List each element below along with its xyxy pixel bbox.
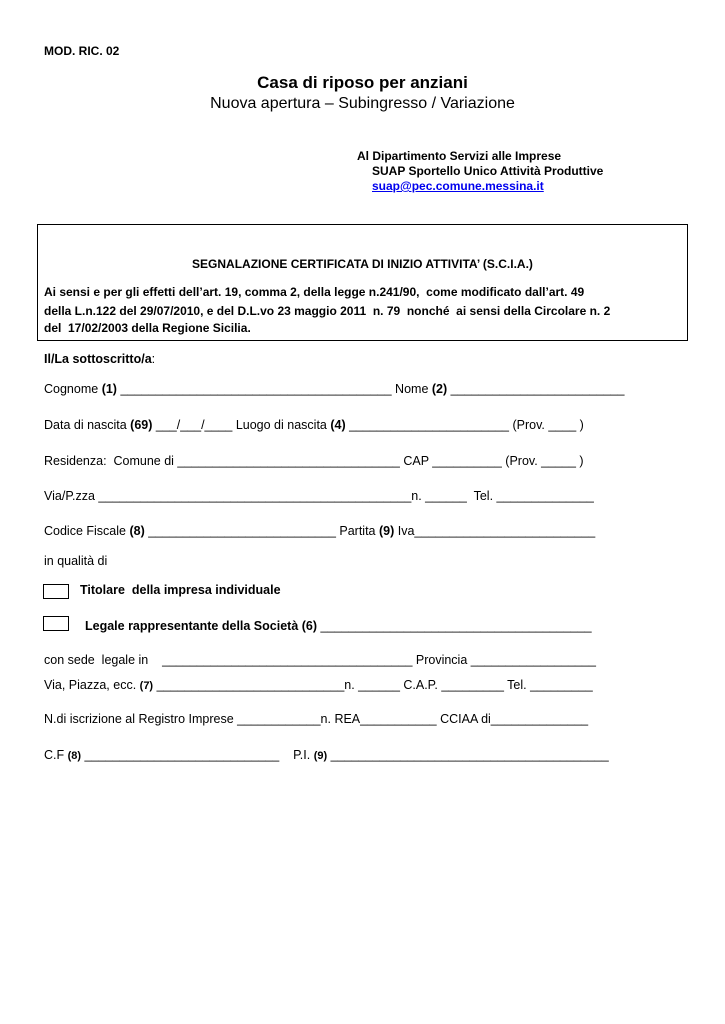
cf-ref: (8) (129, 524, 145, 538)
iscrizione-row[interactable]: N.di iscrizione al Registro Imprese ____________n. REA___________ CCIAA di______________ (44, 712, 589, 726)
notice-line-1: Ai sensi e per gli effetti dell’art. 19, comma 2, della legge n.241/90, come modificato dall’art. 49 (44, 285, 585, 299)
titolare-checkbox[interactable] (43, 584, 69, 599)
luogo-label: Luogo di nascita (235, 418, 331, 432)
via2-ref: (7) (139, 680, 154, 692)
legale-field[interactable]: _______________________________________ (317, 619, 592, 633)
legale-row[interactable] (85, 619, 592, 633)
cognome-nome-row[interactable] (44, 382, 624, 396)
sottoscritto-label (44, 352, 155, 366)
sottoscritto-text: Il/La sottoscritto/a (44, 352, 152, 366)
cf2-field[interactable]: ____________________________ P.I. (81, 748, 314, 762)
cf-pi-row[interactable] (44, 748, 609, 762)
piva-field[interactable]: Iva__________________________ (394, 524, 596, 538)
notice-line-3: del 17/02/2003 della Regione Sicilia. (44, 321, 251, 335)
titolare-label: Titolare della impresa individuale (80, 583, 281, 597)
sottoscritto-colon: : (151, 352, 156, 366)
nome-label: Nome (395, 382, 432, 396)
notice-title: SEGNALAZIONE CERTIFICATA DI INIZIO ATTIVITA’ (S.C.I.A.) (192, 257, 533, 271)
legale-label: Legale rappresentante della Società (6) (85, 619, 318, 633)
cognome-field[interactable]: _______________________________________ (116, 382, 396, 396)
nome-ref: (2) (431, 382, 448, 396)
codice-fiscale-row[interactable] (44, 524, 595, 538)
nascita-date-field[interactable]: ___/___/____ (152, 418, 236, 432)
notice-line-2: della L.n.122 del 29/07/2010, e del D.L.vo 23 maggio 2011 n. 79 nonché ai sensi della Circolare n. 2 (44, 304, 611, 318)
recipient-email-link[interactable]: suap@pec.comune.messina.it (372, 179, 544, 193)
residenza-row[interactable]: Residenza: Comune di ________________________________ CAP __________ (Prov. _____ ) (44, 454, 584, 468)
luogo-ref: (4) (330, 418, 346, 432)
nome-field[interactable]: _________________________ (447, 382, 625, 396)
nascita-row[interactable] (44, 418, 584, 432)
nascita-label: Data di nascita (44, 418, 131, 432)
via2-label: Via, Piazza, ecc. (44, 678, 140, 692)
luogo-field[interactable]: _______________________ (Prov. ____ ) (345, 418, 584, 432)
cf2-label: C.F (44, 748, 68, 762)
page-title: Casa di riposo per anziani (257, 73, 468, 92)
cf-label: Codice Fiscale (44, 524, 130, 538)
recipient-line-2: SUAP Sportello Unico Attività Produttive (372, 164, 604, 178)
cognome-ref: (1) (101, 382, 117, 396)
cf2-ref: (8) (67, 750, 82, 762)
via2-field[interactable]: ___________________________n. ______ C.A.P. _________ Tel. _________ (153, 678, 593, 692)
cognome-label: Cognome (44, 382, 102, 396)
pi-ref: (9) (313, 750, 328, 762)
piva-ref: (9) (378, 524, 395, 538)
via2-row[interactable] (44, 678, 593, 692)
legale-checkbox[interactable] (43, 616, 69, 631)
page-subtitle: Nuova apertura – Subingresso / Variazione (210, 95, 515, 112)
sede-row[interactable]: con sede legale in ____________________________________ Provincia __________________ (44, 653, 596, 667)
cf-field[interactable]: ___________________________ Partita (144, 524, 379, 538)
form-code: MOD. RIC. 02 (44, 44, 120, 58)
qualita-label: in qualità di (44, 554, 108, 568)
via-row[interactable]: Via/P.zza _____________________________________________n. ______ Tel. ______________ (44, 489, 594, 503)
pi-field[interactable]: ________________________________________ (327, 748, 609, 762)
recipient-line-1: Al Dipartimento Servizi alle Imprese (357, 149, 562, 163)
nascita-ref: (69) (130, 418, 153, 432)
